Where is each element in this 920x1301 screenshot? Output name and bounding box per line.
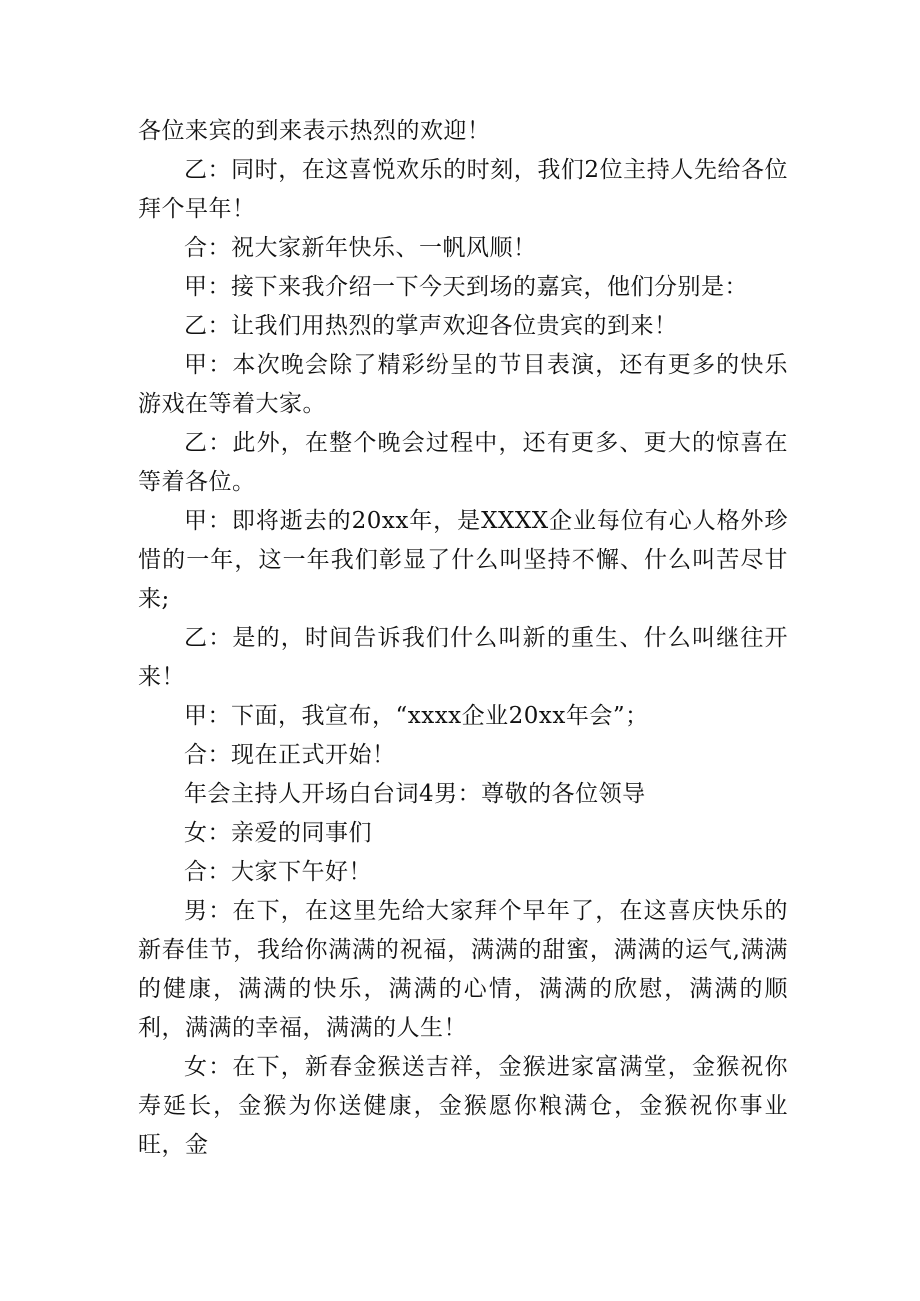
paragraph-nv-golden-monkey: 女：在下，新春金猴送吉祥，金猴进家富满堂，金猴祝你寿延长，金猴为你送健康，金猴愿你粮满仓，金猴祝你事业旺，金 xyxy=(138,1054,788,1158)
paragraph-section-heading: 年会主持人开场白台词4男：尊敬的各位领导 xyxy=(184,781,646,807)
paragraph-yi-time: 乙：是的，时间告诉我们什么叫新的重生、什么叫继往开来！ xyxy=(138,625,788,690)
paragraph-nan-blessings: 男：在下，在这里先给大家拜个早年了，在这喜庆快乐的新春佳节，我给你满满的祝福，满满的甜蜜，满满的运气,满满的健康，满满的快乐，满满的心情，满满的欣慰，满满的顺利，满满的幸福，满满的人生！ xyxy=(138,898,788,1041)
paragraph-he-wishes: 合：祝大家新年快乐、一帆风顺！ xyxy=(184,235,537,261)
paragraph-jia-games: 甲：本次晚会除了精彩纷呈的节目表演，还有更多的快乐游戏在等着大家。 xyxy=(138,352,788,417)
paragraph-he-start: 合：现在正式开始！ xyxy=(184,742,396,768)
document-body xyxy=(138,112,788,1165)
paragraph-continuation: 各位来宾的到来表示热烈的欢迎！ xyxy=(138,118,491,144)
paragraph-jia-announce: 甲：下面，我宣布，“xxxx企业20xx年会”； xyxy=(184,703,649,729)
paragraph-he-afternoon: 合：大家下午好！ xyxy=(184,859,372,885)
paragraph-jia-year: 甲：即将逝去的20xx年，是XXXX企业每位有心人格外珍惜的一年，这一年我们彰显了什么叫坚持不懈、什么叫苦尽甘来; xyxy=(138,508,788,612)
paragraph-yi-surprises: 乙：此外，在整个晚会过程中，还有更多、更大的惊喜在等着各位。 xyxy=(138,430,788,495)
paragraph-jia-guests: 甲：接下来我介绍一下今天到场的嘉宾，他们分别是： xyxy=(184,274,748,300)
paragraph-yi-applause: 乙：让我们用热烈的掌声欢迎各位贵宾的到来！ xyxy=(184,313,678,339)
paragraph-yi-greeting: 乙：同时，在这喜悦欢乐的时刻，我们2位主持人先给各位拜个早年！ xyxy=(138,157,788,222)
paragraph-nv-colleagues: 女：亲爱的同事们 xyxy=(184,820,372,846)
